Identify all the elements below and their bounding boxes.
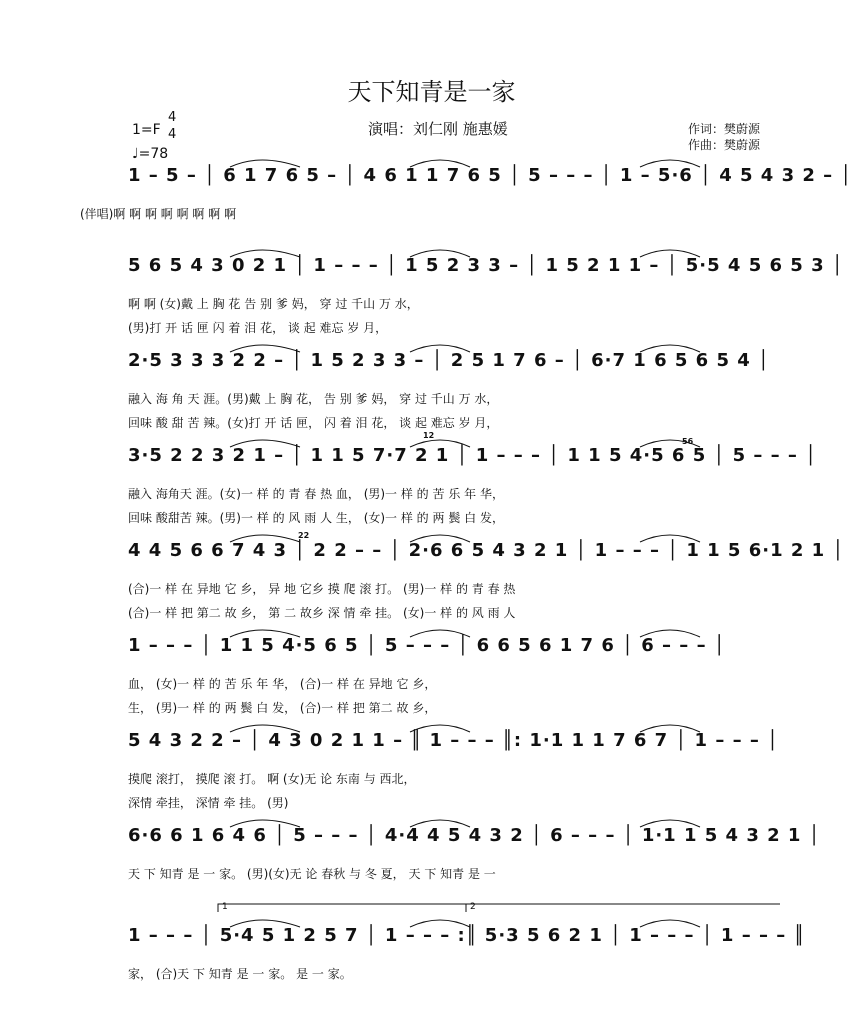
notation-line: 1 – 5 – │ 6 1 7 6 5 – │ 4 6 1 1 7 6 5 │ 5 – – – │ 1 – 5·6 │ 4 5 4 3 2 – │ [128, 165, 853, 186]
lyric-line: 深情 牵挂， 深情 牵 挂。 (男) [128, 796, 289, 810]
volta-second: 2 [470, 902, 476, 912]
time-signature-bottom: 4 [168, 127, 177, 142]
grace-note-c: 22 [298, 531, 310, 540]
slur-marks [0, 526, 863, 546]
time-signature-top: 4 [168, 110, 177, 125]
lyric-line: 家， (合)天 下 知青 是 一 家。 是 一 家。 [128, 967, 352, 981]
lyric-line: 融入 海 角 天 涯。(男)戴 上 胸 花， 告 别 爹 妈， 穿 过 千山 万 水， [128, 392, 499, 406]
lyric-line: (伴唱)啊 啊 啊 啊 啊 啊 啊 啊 [80, 207, 237, 221]
slur-marks [0, 151, 863, 171]
grace-note-a: 12 [423, 431, 435, 440]
lyric-line: (合)一 样 把 第二 故 乡， 第 二 故乡 深 情 牵 挂。 (女)一 样 的 风 雨 人 [128, 606, 516, 620]
volta-brackets [0, 900, 863, 912]
notation-line: 5 6 5 4 3 0 2 1 │ 1 – – – │ 1 5 2 3 3 – │ 1 5 2 1 1 – │ 5·5 4 5 6 5 3 │ [128, 255, 844, 276]
lyric-line: 血， (女)一 样 的 苦 乐 年 华， (合)一 样 在 异地 它 乡， [128, 677, 437, 691]
notation-line: 3·5 2 2 3 2 1 – │ 1 1 5 7·7 2 1 │ 1 – – – │ 1 1 5 4·5 6 5 │ 5 – – – │ [128, 445, 818, 466]
lyricist-credit: 作词：樊蔚源 [688, 122, 761, 136]
singers: 演唱：刘仁刚 施惠媛 [368, 120, 508, 138]
slur-marks [0, 621, 863, 641]
notation-line: 5 4 3 2 2 – │ 4 3 0 2 1 1 – ║ 1 – – – ║: 1·1 1 1 7 6 7 │ 1 – – – │ [128, 730, 779, 751]
slur-marks [0, 336, 863, 356]
key-signature: 1=F [132, 122, 161, 138]
notation-line: 6·6 6 1 6 4 6 │ 5 – – – │ 4·4 4 5 4 3 2 │ 6 – – – │ 1·1 1 5 4 3 2 1 │ [128, 825, 821, 846]
grace-note-b: 56 [682, 437, 694, 446]
composer-credit: 作曲：樊蔚源 [688, 138, 761, 152]
lyric-line: 回味 酸甜苦 辣。(男)一 样 的 风 雨 人 生， (女)一 样 的 两 鬓 白 发， [128, 511, 504, 525]
notation-line: 1 – – – │ 5·4 5 1 2 5 7 │ 1 – – – :║ 5·3 5 6 2 1 │ 1 – – – │ 1 – – – ║ [128, 925, 806, 946]
lyric-line: 融入 海角天 涯。(女)一 样 的 青 春 热 血， (男)一 样 的 苦 乐 年 华， [128, 487, 504, 501]
slur-marks [0, 241, 863, 261]
lyric-line: (男)打 开 话 匣 闪 着 泪 花， 谈 起 难忘 岁 月， [128, 321, 388, 335]
lyric-line: 摸爬 滚打， 摸爬 滚 打。 啊 (女)无 论 东南 与 西北， [128, 772, 416, 786]
notation-line: 1 – – – │ 1 1 5 4·5 6 5 │ 5 – – – │ 6 6 5 6 1 7 6 │ 6 – – – │ [128, 635, 726, 656]
slur-marks [0, 716, 863, 736]
lyric-line: 天 下 知青 是 一 家。 (男)(女)无 论 春秋 与 冬 夏， 天 下 知青 是 一 [128, 867, 496, 881]
lyric-line: 啊 啊 (女)戴 上 胸 花 告 别 爹 妈， 穿 过 千山 万 水， [128, 297, 419, 311]
page-title: 天下知青是一家 [347, 78, 516, 106]
slur-marks [0, 911, 863, 931]
notation-line: 2·5 3 3 3 2 2 – │ 1 5 2 3 3 – │ 2 5 1 7 6 – │ 6·7 1 6 5 6 5 4 │ [128, 350, 770, 371]
lyric-line: 回味 酸 甜 苦 辣。(女)打 开 话 匣， 闪 着 泪 花， 谈 起 难忘 岁 月， [128, 416, 499, 430]
lyric-line: (合)一 样 在 异地 它 乡， 异 地 它乡 摸 爬 滚 打。 (男)一 样 的 青 春 热 [128, 582, 516, 596]
tempo-value: =78 [138, 146, 169, 162]
lyric-line: 生， (男)一 样 的 两 鬓 白 发， (合)一 样 把 第二 故 乡， [128, 701, 437, 715]
quarter-note-icon: ♩ [132, 146, 139, 162]
notation-line: 4 4 5 6 6 7 4 3 │ 2 2 – – │ 2·6 6 5 4 3 2 1 │ 1 – – – │ 1 1 5 6·1 2 1 │ [128, 540, 845, 561]
slur-marks [0, 811, 863, 831]
volta-first: 1 [222, 902, 228, 912]
